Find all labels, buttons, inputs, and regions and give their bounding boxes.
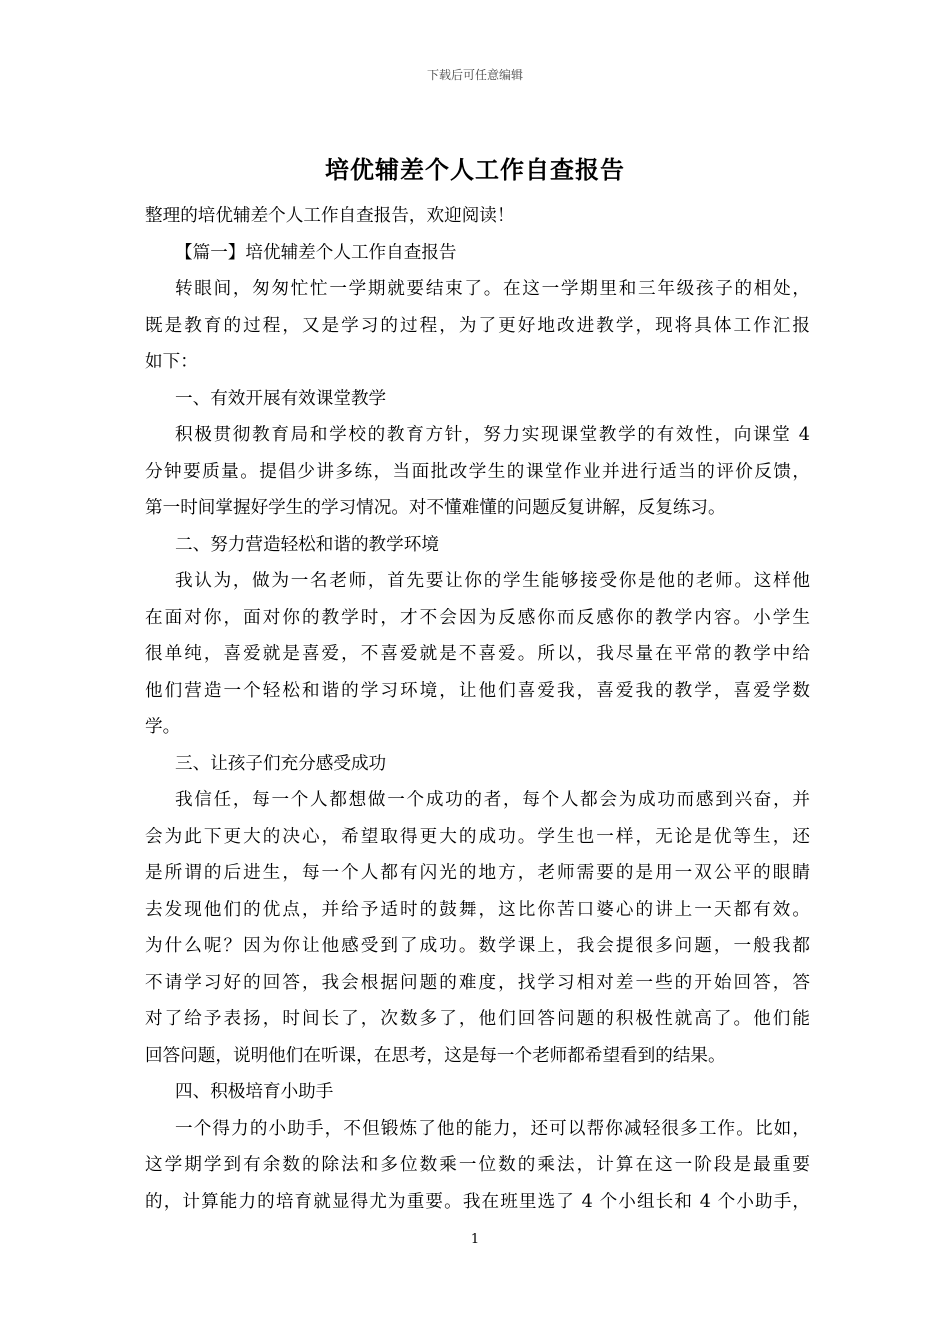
paragraph-line: 如下：: [145, 352, 198, 372]
paragraph-line: 会为此下更大的决心，希望取得更大的成功。学生也一样，无论是优等生，还: [145, 826, 810, 847]
paragraph-line: 第一时间掌握好学生的学习情况。对不懂难懂的问题反复讲解，反复练习。: [145, 498, 726, 518]
paragraph-line: 这学期学到有余数的除法和多位数乘一位数的乘法，计算在这一阶段是最重要: [145, 1155, 810, 1175]
page-number: 1: [470, 1232, 480, 1247]
paragraph-line: 一、有效开展有效课堂教学: [175, 388, 387, 409]
document-body: [145, 198, 810, 1220]
paragraph-line: 为什么呢？因为你让他感受到了成功。数学课上，我会提很多问题，一般我都: [145, 936, 810, 956]
paragraph-line: 在面对你，面对你的教学时，才不会因为反感你而反感你的教学内容。小学生: [145, 607, 810, 628]
paragraph-line: 既是教育的过程，又是学习的过程，为了更好地改进教学，现将具体工作汇报: [145, 315, 810, 336]
paragraph-line: 整理的培优辅差个人工作自查报告，欢迎阅读！: [145, 206, 515, 226]
header-note: 下载后可任意编辑: [426, 68, 523, 82]
document-title: 培优辅差个人工作自查报告: [325, 156, 625, 184]
paragraph-line: 我信任，每一个人都想做一个成功的者，每个人都会为成功而感到兴奋，并: [175, 790, 810, 810]
paragraph-line: 三、让孩子们充分感受成功: [175, 753, 387, 774]
paragraph-line: 很单纯，喜爱就是喜爱，不喜爱就是不喜爱。所以，我尽量在平常的教学中给: [145, 644, 810, 664]
paragraph-line: 转眼间，匆匆忙忙一学期就要结束了。在这一学期里和三年级孩子的相处，: [175, 279, 810, 299]
paragraph-line: 回答问题，说明他们在听课，在思考，这是每一个老师都希望看到的结果。: [145, 1045, 726, 1066]
paragraph-line: 一个得力的小助手，不但锻炼了他的能力，还可以帮你减轻很多工作。比如，: [175, 1118, 810, 1139]
paragraph-line: 去发现他们的优点，并给予适时的鼓舞，这比你苦口婆心的讲上一天都有效。: [145, 899, 810, 920]
paragraph-line: 不请学习好的回答，我会根据问题的难度，找学习相对差一些的开始回答，答: [145, 972, 810, 993]
paragraph-line: 对了给予表扬，时间长了，次数多了，他们回答问题的积极性就高了。他们能: [145, 1009, 810, 1029]
paragraph-line: 二、努力营造轻松和谐的教学环境: [175, 534, 439, 555]
paragraph-line: 学。: [145, 717, 181, 737]
paragraph-line: 他们营造一个轻松和谐的学习环境，让他们喜爱我，喜爱我的教学，喜爱学数: [145, 680, 810, 701]
paragraph-line: 是所谓的后进生，每一个人都有闪光的地方，老师需要的是用一双公平的眼睛: [145, 863, 810, 883]
paragraph-line: 【篇一】培优辅差个人工作自查报告: [175, 242, 457, 263]
paragraph-line: 分钟要质量。提倡少讲多练，当面批改学生的课堂作业并进行适当的评价反馈，: [145, 461, 810, 482]
paragraph-line: 积极贯彻教育局和学校的教育方针，努力实现课堂教学的有效性，向课堂 4: [175, 425, 810, 445]
paragraph-line: 我认为，做为一名老师，首先要让你的学生能够接受你是他的老师。这样他: [175, 571, 810, 591]
paragraph-line: 的，计算能力的培育就显得尤为重要。我在班里选了 4 个小组长和 4 个小助手，: [145, 1191, 810, 1212]
paragraph-line: 四、积极培育小助手: [175, 1082, 334, 1102]
